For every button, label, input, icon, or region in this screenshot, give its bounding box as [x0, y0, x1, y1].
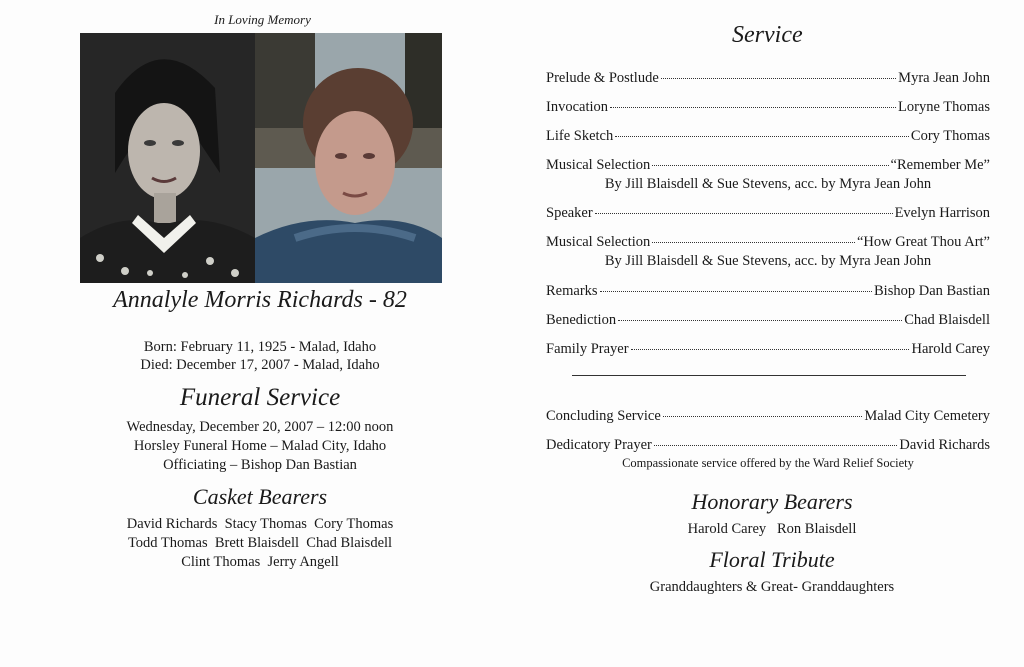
program-item-subline: By Jill Blaisdell & Sue Stevens, acc. by Myra Jean John — [604, 253, 932, 269]
program-item-label: Concluding Service — [546, 408, 661, 424]
program-item-value: Malad City Cemetery — [864, 408, 990, 424]
portrait-elderly-photo — [255, 33, 442, 283]
program-item-label: Dedicatory Prayer — [546, 437, 652, 453]
program-item — [546, 437, 990, 471]
program-item-value: Myra Jean John — [898, 70, 990, 86]
portrait-photos — [80, 33, 442, 283]
dot-leader — [600, 291, 872, 292]
dot-leader — [661, 78, 896, 79]
program-item-label: Musical Selection — [546, 157, 651, 173]
program-item-value: “Remember Me” — [890, 157, 990, 173]
program-item-subline: By Jill Blaisdell & Sue Stevens, acc. by Myra Jean John — [604, 176, 932, 192]
in-loving-memory-header: In Loving Memory — [214, 12, 311, 27]
dot-leader — [595, 213, 893, 214]
birth-death-dates — [60, 338, 460, 374]
casket-bearers-heading: Casket Bearers — [192, 484, 328, 509]
program-item-value: “How Great Thou Art” — [856, 234, 990, 250]
right-panel — [520, 0, 1024, 667]
program-item — [546, 283, 990, 312]
born-line: Born: February 11, 1925 - Malad, Idaho — [143, 339, 377, 355]
portrait-young-photo — [80, 33, 255, 283]
program-item-label: Invocation — [546, 99, 609, 115]
program-item — [546, 70, 990, 99]
funeral-service-details — [60, 418, 460, 475]
dot-leader — [652, 165, 888, 166]
funeral-service-heading: Funeral Service — [179, 384, 341, 411]
dot-leader — [618, 320, 902, 321]
honorary-bearers-names: Harold Carey Ron Blaisdell — [687, 521, 857, 537]
program-item — [546, 312, 990, 341]
elderly-woman-image — [255, 33, 442, 283]
program-item — [546, 408, 990, 437]
program-item-value: Harold Carey — [911, 341, 990, 357]
program-item — [546, 128, 990, 157]
casket-bearers-line: David Richards Stacy Thomas Cory Thomas — [126, 516, 394, 532]
died-line: Died: December 17, 2007 - Malad, Idaho — [140, 357, 380, 373]
program-item — [546, 234, 990, 283]
dot-leader — [631, 349, 910, 350]
casket-bearers-line: Todd Thomas Brett Blaisdell Chad Blaisdell — [127, 535, 393, 551]
dot-leader — [615, 136, 909, 137]
honorary-bearers-heading: Honorary Bearers — [691, 489, 853, 514]
dot-leader — [652, 242, 855, 243]
funeral-date-line: Wednesday, December 20, 2007 – 12:00 noon — [126, 419, 394, 435]
concluding-program — [546, 408, 990, 471]
funeral-location-line: Horsley Funeral Home – Malad City, Idaho — [133, 438, 387, 454]
program-item-value: Chad Blaisdell — [904, 312, 990, 328]
program-item — [546, 341, 990, 370]
young-woman-image — [80, 33, 255, 283]
floral-tribute-text: Granddaughters & Great- Granddaughters — [649, 579, 895, 595]
program-item-label: Musical Selection — [546, 234, 651, 250]
program-item-value: Evelyn Harrison — [894, 205, 990, 221]
program-item-value: Bishop Dan Bastian — [874, 283, 990, 299]
dot-leader — [654, 445, 898, 446]
program-item-label: Family Prayer — [546, 341, 629, 357]
program-item-value: Cory Thomas — [910, 128, 990, 144]
service-heading: Service — [732, 22, 803, 48]
program-item-label: Speaker — [546, 205, 593, 221]
relief-society-note: Compassionate service offered by the Ward Relief Society — [622, 456, 914, 470]
program-item-value: Loryne Thomas — [898, 99, 990, 115]
program-item-label: Life Sketch — [546, 128, 614, 144]
service-program — [546, 70, 990, 370]
funeral-officiating-line: Officiating – Bishop Dan Bastian — [163, 457, 357, 473]
program-item — [546, 157, 990, 205]
program-item-value: David Richards — [899, 437, 990, 453]
section-divider — [572, 375, 966, 376]
program-item-label: Benediction — [546, 312, 617, 328]
floral-tribute-heading: Floral Tribute — [709, 547, 835, 572]
dot-leader — [663, 416, 863, 417]
program-item — [546, 99, 990, 128]
casket-bearers-list — [60, 515, 460, 572]
deceased-name: Annalyle Morris Richards - 82 — [113, 287, 407, 313]
program-item-label: Prelude & Postlude — [546, 70, 659, 86]
program-item-label: Remarks — [546, 283, 598, 299]
casket-bearers-line: Clint Thomas Jerry Angell — [181, 554, 339, 570]
dot-leader — [610, 107, 896, 108]
program-item — [546, 205, 990, 234]
